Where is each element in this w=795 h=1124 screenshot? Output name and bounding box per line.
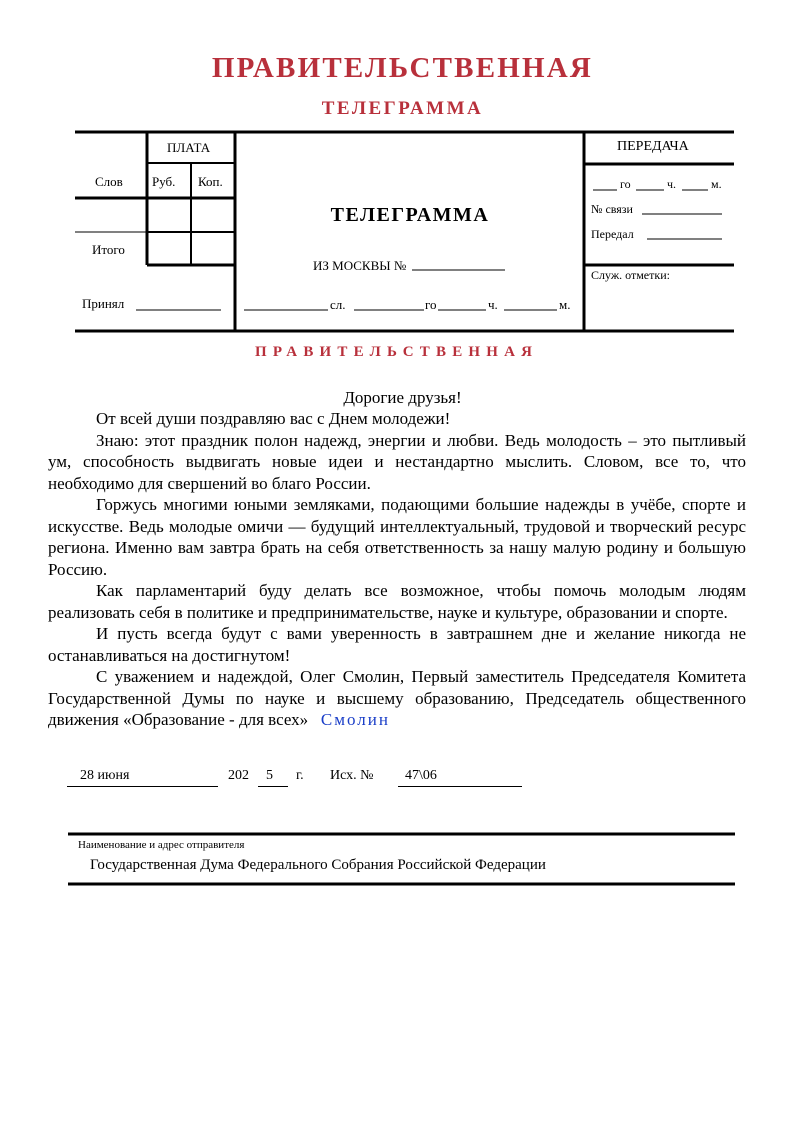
telegram-form-grid [0,0,795,340]
date-underline [67,786,218,787]
link-no-label: № связи [591,202,633,216]
date-value: 28 июня [80,768,130,783]
transfer-header: ПЕРЕДАЧА [617,139,689,154]
service-marks-label: Служ. отметки: [591,268,670,282]
from-moscow-label: ИЗ МОСКВЫ № [313,258,407,273]
greeting: Дорогие друзья! [343,388,462,407]
paragraph: От всей души поздравляю вас с Днем молодежи! [96,409,451,428]
ch-label: ч. [488,297,498,312]
kop-label: Коп. [198,174,223,189]
signature: Смолин [320,710,390,729]
year-suffix: г. [296,768,304,783]
outgoing-number: 47\06 [405,768,437,783]
telegram-type-title: ПРАВИТЕЛЬСТВЕННАЯ [211,52,594,84]
sender-label: Наименование и адрес отправителя [78,839,245,851]
total-label: Итого [92,242,125,257]
payment-header: ПЛАТА [167,140,211,155]
telegram-subtitle: ТЕЛЕГРАММА [321,98,484,119]
paragraph: Как парламентарий буду делать все возможное, чтобы помочь молодым людям реализовать себя в политике и предпринимательстве, науке и культуре, образовании и спорте. [48,581,746,622]
transfer-ch-label: ч. [667,177,677,191]
sl-label: сл. [330,297,346,312]
m-label: м. [559,297,571,312]
transfer-go-label: го [620,177,631,191]
year-prefix: 202 [228,768,249,783]
year-digit: 5 [266,768,273,783]
paragraph: И пусть всегда будут с вами уверенность в завтрашнем дне и желание никогда не останавливаться на достигнутом! [48,624,746,665]
closing-text: С уважением и надеждой, Олег Смолин, Первый заместитель Председателя Комитета Государственной Думы по науке и высшему образованию, Председатель общественного движения «Образование - для всех» [48,667,746,729]
received-label: Принял [82,296,125,311]
form-telegram-title: ТЕЛЕГРАММА [330,204,490,226]
sender-value: Государственная Дума Федерального Собрания Российской Федерации [90,857,546,873]
band-title: ПРАВИТЕЛЬСТВЕННАЯ [255,344,539,360]
transfer-m-label: м. [711,177,722,191]
rub-label: Руб. [152,174,176,189]
closing-paragraph [48,666,746,731]
year-underline [258,786,288,787]
words-label: Слов [95,174,123,189]
message-body [48,408,746,731]
outgoing-label: Исх. № [330,768,374,783]
paragraph: Горжусь многими юными земляками, подающими большие надежды в учёбе, спорте и искусстве. Ведь молодые омичи — будущий интеллектуальный, трудовой и творческий ресурс региона. Именно вам завтра брать на себя ответственность за нашу малую родину и большую Россию. [48,495,746,579]
go-label: го [425,297,437,312]
outgoing-underline [398,786,522,787]
paragraph: Знаю: этот праздник полон надежд, энергии и любви. Ведь молодость – это пытливый ум, способность выдвигать новые идеи и нестандартно мыслить. Словом, все то, что необходимо для свершений во благо России. [48,430,746,493]
sent-label: Передал [591,227,634,241]
